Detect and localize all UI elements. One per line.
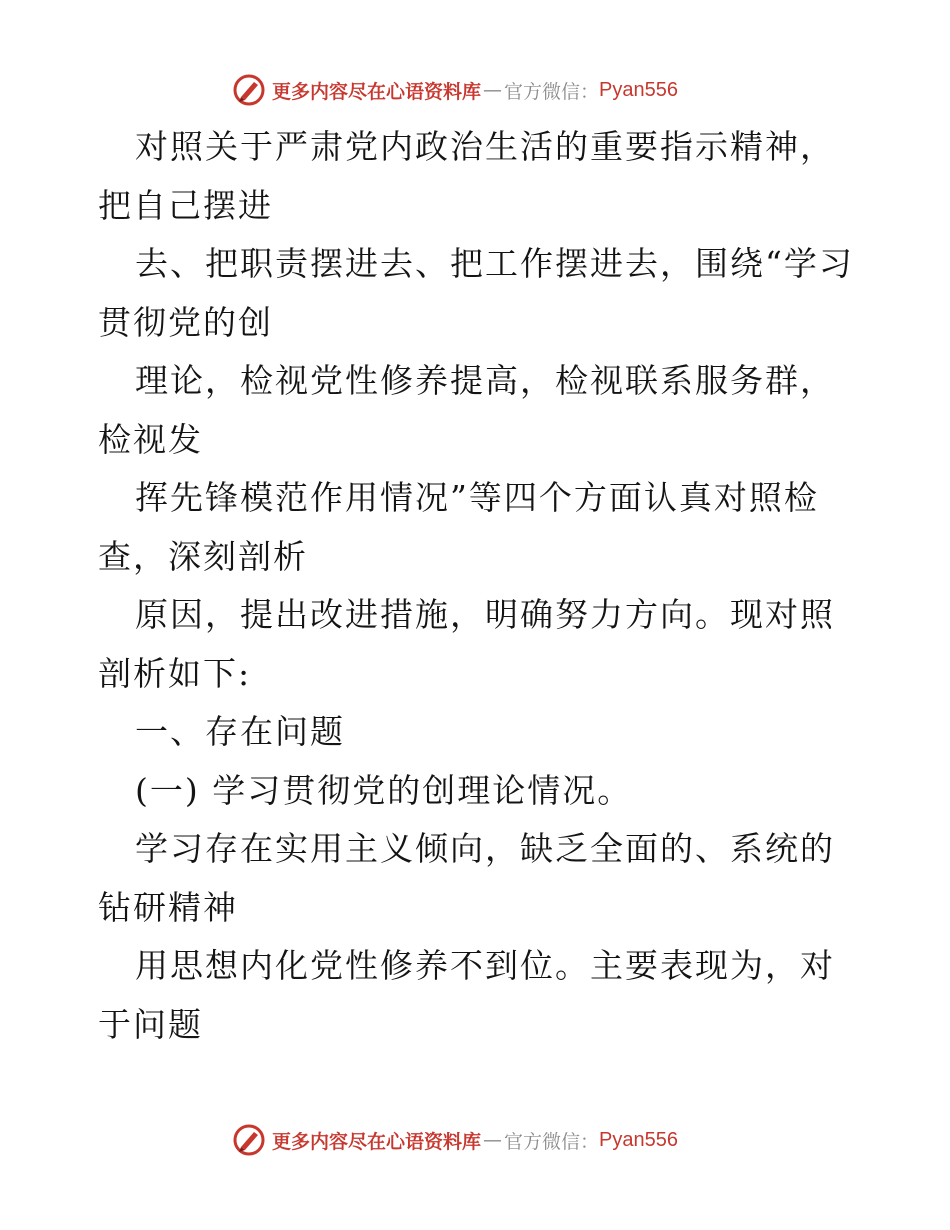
footer-watermark — [232, 1122, 678, 1158]
watermark-wechat-id: Pyan556 — [599, 78, 678, 101]
paragraph: 对照关于严肃党内政治生活的重要指示精神，把自己摆进 — [98, 127, 835, 225]
watermark-wechat-label: 官方微信： — [504, 80, 600, 103]
subsection-heading: (一) 学习贯彻党的创理论情况。 — [135, 770, 633, 810]
watermark-separator: — — [483, 1129, 503, 1151]
pen-logo-icon — [232, 73, 266, 107]
paragraph: 理论，检视党性修养提高，检视联系服务群，检视发 — [98, 361, 835, 459]
paragraph: 学习存在实用主义倾向，缺乏全面的、系统的钻研精神 — [98, 829, 835, 927]
watermark-text: 更多内容尽在心语资料库 — [272, 1130, 482, 1153]
watermark-separator: — — [483, 79, 503, 101]
document-body — [98, 118, 858, 1054]
header-watermark — [232, 72, 678, 108]
watermark-wechat-label: 官方微信： — [504, 1130, 600, 1153]
pen-logo-icon — [232, 1123, 266, 1157]
watermark-text: 更多内容尽在心语资料库 — [272, 80, 482, 103]
paragraph: 挥先锋模范作用情况”等四个方面认真对照检查，深刻剖析 — [98, 478, 819, 576]
paragraph: 用思想内化党性修养不到位。主要表现为，对于问题 — [98, 946, 835, 1044]
watermark-wechat-id: Pyan556 — [599, 1128, 678, 1151]
section-heading: 一、存在问题 — [135, 712, 345, 751]
paragraph: 原因，提出改进措施，明确努力方向。现对照剖析如下: — [98, 595, 835, 693]
paragraph: 去、把职责摆进去、把工作摆进去，围绕“学习贯彻党的创 — [98, 244, 854, 342]
